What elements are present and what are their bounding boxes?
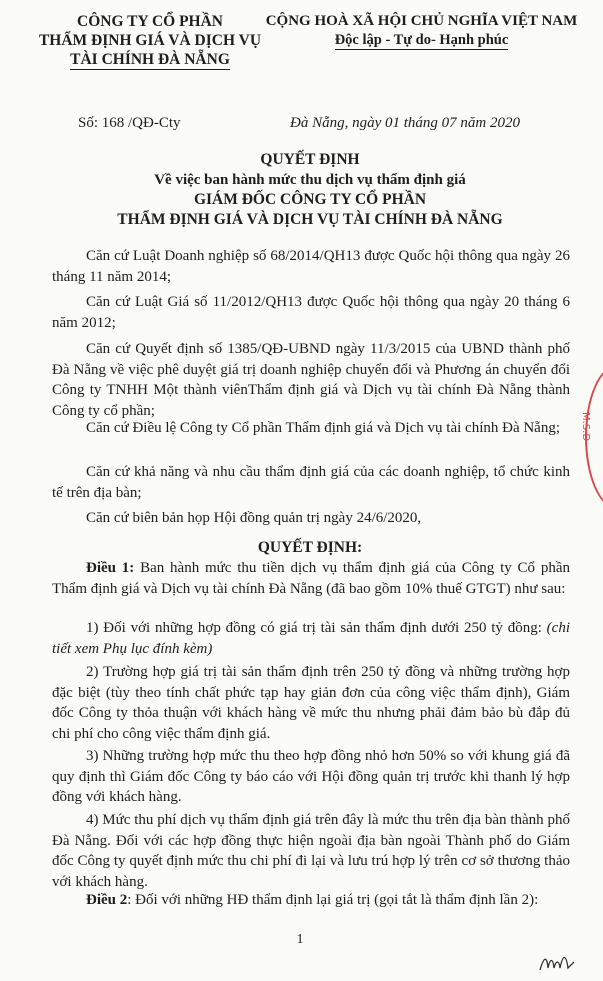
article-1-item-1 [52,618,570,659]
page-number: 1 [296,932,304,947]
item-1-note: (chi tiết xem Phụ lục đính kèm) [52,620,570,657]
document-date: Đà Nẵng, ngày 01 tháng 07 năm 2020 [290,115,520,131]
company-line-2: THẨM ĐỊNH GIÁ VÀ DỊCH VỤ [38,32,262,49]
issuer-line-1: GIÁM ĐỐC CÔNG TY CỔ PHẦN [193,191,427,208]
basis-price-law: Căn cứ Luật Giá số 11/2012/QH13 được Quốc hội thông qua ngày 20 tháng 6 năm 2012; [52,294,570,331]
article-1 [52,558,570,599]
basis-capacity: Căn cứ khả năng và nhu cầu thẩm định giá của các doanh nghiệp, tổ chức kinh tế trên địa bàn; [52,464,570,501]
company-line-3: TÀI CHÍNH ĐÀ NẴNG [70,51,230,68]
company-line-1: CÔNG TY CỔ PHẦN [77,13,223,30]
article-2-label: Điều 2 [86,892,128,908]
basis-enterprise-law: Căn cứ Luật Doanh nghiệp số 68/2014/QH13 được Quốc hội thông qua ngày 26 tháng 11 năm 2014; [52,248,570,285]
initials-signature [538,950,578,974]
national-header [240,12,603,50]
article-1-item-4: 4) Mức thu phí dịch vụ thẩm định giá trên đây là mức thu trên địa bàn thành phố Đà Nẵng. Đối với các hợp đồng thực hiện ngoài địa bàn ngoài Thành phố do Giám đốc Công ty quyết định mức thu chi phí đi lại và lưu trú hợp lý trên cơ sở thương thảo với khách hàng. [52,812,570,890]
national-motto: Độc lập - Tự do- Hạnh phúc [334,32,509,48]
article-1-text: Ban hành mức thu tiền dịch vụ thẩm định giá của Công ty Cổ phần Thẩm định giá và Dịch vụ tài chính Đà Nẵng (đã bao gồm 10% thuế GTGT) như sau: [52,560,570,597]
decision-heading: QUYẾT ĐỊNH: [257,539,363,556]
decision-title: QUYẾT ĐỊNH [260,151,360,168]
basis-board-minutes: Căn cứ biên bản họp Hội đồng quản trị ngày 24/6/2020, [86,510,422,526]
stamp-text: M.S.D [580,412,591,442]
article-2-text: : Đối với những HĐ thẩm định lại giá trị (gọi tắt là thẩm định lần 2): [127,892,539,908]
article-1-label: Điều 1: [86,560,135,576]
company-stamp [580,365,603,509]
issuer-line-2: THẨM ĐỊNH GIÁ VÀ DỊCH VỤ TÀI CHÍNH ĐÀ NẴNG [117,211,503,228]
title-block [60,150,560,230]
basis-ubnd-decision: Căn cứ Quyết định số 1385/QĐ-UBND ngày 11/3/2015 của UBND thành phố Đà Nẵng về việc phê duyệt giá trị doanh nghiệp chuyển đổi và Phương án chuyển đổi Công ty TNHH Một thành viênThẩm định giá và Dịch vụ tài chính Đà Nẵng thành Công ty cổ phần; [52,341,570,419]
decision-subject: Về việc ban hành mức thu dịch vụ thẩm định giá [154,172,466,188]
article-1-item-2: 2) Trường hợp giá trị tài sản thẩm định trên 250 tỷ đồng và những trường hợp đặc biệt (tùy theo tính chất phức tạp hay giản đơn của công việc thẩm định), Giám đốc Công ty thỏa thuận với khách hàng về mức thu nhưng phải đảm bảo bù đắp đủ chi phí cho công việc thẩm định giá. [52,664,570,742]
article-1-item-3: 3) Những trường hợp mức thu theo hợp đồng nhỏ hơn 50% so với khung giá đã quy định thì Giám đốc Công ty báo cáo với Hội đồng quản trị trước khi thanh lý hợp đồng với khách hàng. [52,748,570,805]
basis-charter: Căn cứ Điều lệ Công ty Cổ phần Thẩm định giá và Dịch vụ tài chính Đà Nẵng; [86,420,561,436]
article-2 [52,890,570,911]
item-1-text: 1) Đối với những hợp đồng có giá trị tài sản thẩm định dưới 250 tỷ đồng: [86,620,547,636]
national-title: CỘNG HOÀ XÃ HỘI CHỦ NGHĨA VIỆT NAM [265,13,578,29]
document-number: Số: 168 /QĐ-Cty [78,115,181,131]
